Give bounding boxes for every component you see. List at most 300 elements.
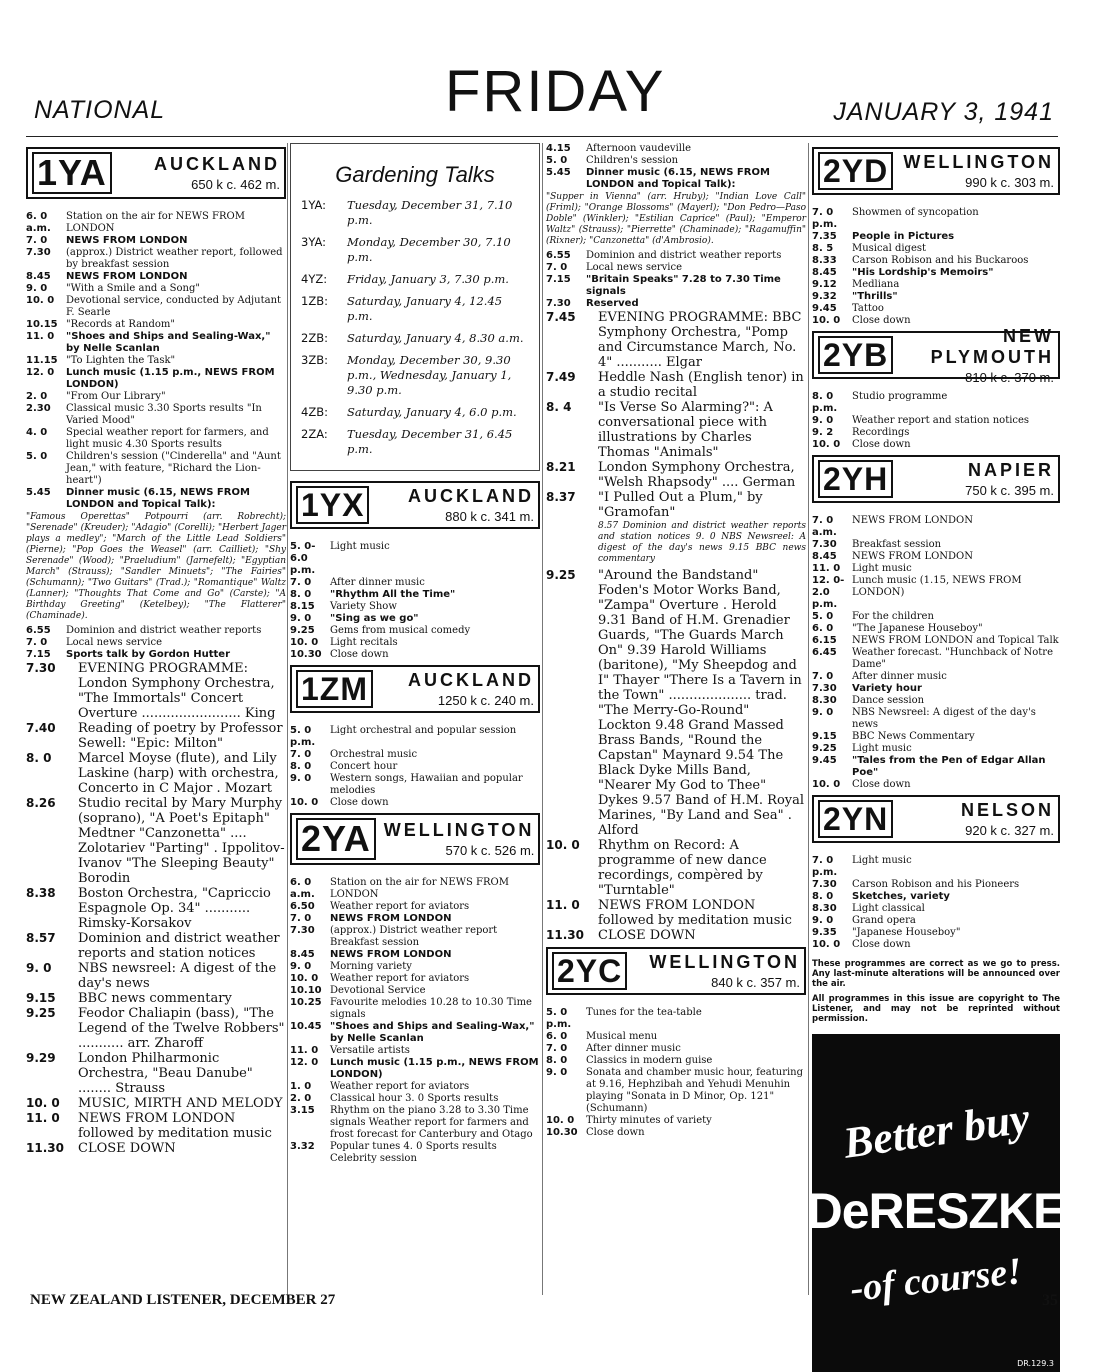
evening-programme [26, 661, 286, 1156]
entry-description: "Records at Random" [66, 319, 175, 330]
schedule-entry [26, 427, 286, 451]
station-frequency: 750 k c. 395 m. [965, 483, 1054, 498]
entry-time: 7. 0 [290, 749, 312, 760]
station-callsign: 2YD [818, 152, 893, 190]
schedule-entry [290, 625, 540, 637]
station-frequency: 840 k c. 357 m. [711, 975, 800, 990]
schedule-entry [812, 671, 1060, 683]
entry-time: 7.30 [26, 247, 51, 258]
gardening-time: Monday, December 30, 7.10 p.m. [347, 235, 511, 264]
entry-time: 9. 0 [812, 707, 834, 718]
schedule-entry [26, 1006, 286, 1051]
entry-time: 5. 0-6.0 p.m. [290, 541, 316, 576]
entry-description: "Shoes and Ships and Sealing-Wax," by Nelle Scanlan [330, 1021, 535, 1044]
schedule-list [812, 855, 1060, 951]
schedule-entry [546, 370, 806, 400]
entry-description: Carson Robison and his Buckaroos [852, 255, 1029, 266]
dinner-music-detail: "Famous Operettas" Potpourri (arr. Robrecht); "Serenade" (Kreuder); "Adagio" (Corelli); "Herbert Jager plays a medley"; "March of the Little Lead Soldiers" (Pierne); "Pop Goes the Weasel" (arr. Cailliet); "Shy Serenade" (Wood); "Praeludium" (Jarnefelt); "Egyptian March" (Strauss); "Sandler Minuets"; "The Fairies" (Schumann); "Two Guitars" (Trad.); "Romantique" Waltz (Lanner); "Thoughts That Come and Go" (Carste); "A Birthday Greeting" (Ketelbey); "The Flatterer" (Chaminade). [26, 512, 286, 621]
entry-description: Weather report for aviators [330, 901, 470, 912]
schedule-entry [812, 291, 1060, 303]
entry-time: 12. 0 [290, 1057, 319, 1068]
schedule-entry [812, 575, 1060, 611]
entry-description: Local news service [66, 637, 163, 648]
schedule-entry [812, 743, 1060, 755]
entry-time: 7. 0 [26, 637, 48, 648]
column-divider [287, 143, 288, 1295]
gardening-row [301, 405, 529, 420]
entry-time: 9.25 [290, 625, 315, 636]
gardening-station: 3YA: [301, 235, 326, 249]
date-label: JANUARY 3, 1941 [833, 98, 1054, 126]
schedule-entry [812, 635, 1060, 647]
entry-time: 9. 2 [812, 427, 834, 438]
station-frequency: 810 k c. 370 m. [965, 369, 1054, 385]
header-rule [26, 136, 1058, 137]
entry-time: 9.25 [812, 743, 837, 754]
day-title: FRIDAY [445, 59, 666, 124]
schedule-entry [290, 541, 540, 577]
entry-time: 10. 0 [290, 973, 319, 984]
entry-time: 7. 0 a.m. [812, 515, 837, 538]
entry-time: 5. 0 p.m. [546, 1007, 572, 1030]
entry-time: 7.15 [26, 649, 51, 660]
schedule-entry [812, 707, 1060, 731]
entry-description: EVENING PROGRAMME: London Symphony Orchestra, "The Immortals" Concert Overture ........................ King [78, 661, 276, 721]
schedule-entry [812, 255, 1060, 267]
entry-description: Orchestral music [330, 749, 418, 760]
entry-description: "I Pulled Out a Plum," by "Gramofan" [598, 490, 763, 520]
entry-time: 8. 0 [812, 891, 834, 902]
entry-description: "Shoes and Ships and Sealing-Wax," by Nelle Scanlan [66, 331, 271, 354]
schedule-entry [812, 915, 1060, 927]
schedule-list [26, 211, 286, 511]
entry-description: Classical music 3.30 Sports results "In Varied Mood" [66, 403, 262, 426]
column-2 [290, 143, 540, 1295]
entry-time: 8. 0 [26, 751, 52, 765]
entry-description: Children's session ("Cinderella" and "Aunt Jean," with feature, "Richard the Lion-heart") [66, 451, 281, 486]
gardening-row [301, 235, 529, 265]
schedule-entry [290, 901, 540, 913]
schedule-entry [26, 235, 286, 247]
schedule-entry [290, 1021, 540, 1045]
ad-code: DR.129.3 [1017, 1359, 1054, 1368]
entry-time: 12. 0-2.0 p.m. [812, 575, 845, 610]
column-4 [806, 143, 1066, 1368]
schedule-entry [812, 755, 1060, 779]
entry-description: NEWS FROM LONDON and Topical Talk [852, 635, 1059, 646]
entry-description: Sports talk by Gordon Hutter [66, 649, 231, 660]
schedule-entry [290, 1105, 540, 1141]
entry-description: CLOSE DOWN [78, 1141, 176, 1156]
entry-description: Breakfast session [852, 539, 942, 550]
schedule-entry [26, 355, 286, 367]
station-banner-2yb [812, 325, 1060, 385]
station-banner-2ya [290, 813, 540, 865]
schedule-entry [290, 773, 540, 797]
schedule-entry [812, 279, 1060, 291]
gardening-time: Friday, January 3, 7.30 p.m. [347, 272, 509, 286]
entry-time: 9.35 [812, 927, 837, 938]
entry-description: "The Japanese Houseboy" [852, 623, 983, 634]
schedule-entry [812, 939, 1060, 951]
schedule-entry [812, 427, 1060, 439]
entry-description: Devotional service, conducted by Adjutant F. Searle [66, 295, 282, 318]
schedule-entry [812, 243, 1060, 255]
entry-time: 9. 0 [26, 961, 52, 975]
schedule-entry [812, 623, 1060, 635]
schedule-entry [26, 637, 286, 649]
schedule-entry [290, 949, 540, 961]
entry-time: 10. 0 [812, 779, 841, 790]
entry-description: London Philharmonic Orchestra, "Beau Danube" ........ Strauss [78, 1051, 253, 1096]
entry-time: 7.30 [26, 661, 56, 675]
entry-description: "Japanese Houseboy" [852, 927, 961, 938]
entry-time: 2. 0 [290, 1093, 312, 1104]
entry-description: Grand opera [852, 915, 916, 926]
entry-time: 10.15 [26, 319, 58, 330]
entry-description: Heddle Nash (English tenor) in a studio recital [598, 370, 804, 400]
entry-time: 5.45 [26, 487, 51, 498]
station-banner-2yn [812, 795, 1060, 843]
station-banner-1zm [290, 665, 540, 713]
gardening-row [301, 294, 529, 324]
schedule-entry [26, 403, 286, 427]
entry-time: 9.12 [812, 279, 837, 290]
schedule-entry [812, 563, 1060, 575]
schedule-entry [290, 1081, 540, 1093]
schedule-list [546, 250, 806, 310]
column-divider [542, 143, 543, 1295]
schedule-entry [546, 490, 806, 520]
schedule-entry [812, 231, 1060, 243]
entry-time: 2. 0 [26, 391, 48, 402]
entry-time: 6.55 [546, 250, 571, 261]
entry-time: 10. 0 [812, 315, 841, 326]
station-name: AUCKLAND [154, 154, 280, 174]
schedule-entry [812, 439, 1060, 451]
entry-time: 10.25 [290, 997, 322, 1008]
gardening-station: 2ZB: [301, 331, 328, 345]
column-1yA [26, 143, 286, 1295]
entry-description: Concert hour [330, 761, 398, 772]
schedule-entry [26, 991, 286, 1006]
entry-time: 8. 0 [290, 589, 312, 600]
entry-time: 10. 0 [546, 1115, 575, 1126]
entry-time: 9.45 [812, 303, 837, 314]
schedule-entry [812, 303, 1060, 315]
schedule-list [546, 143, 806, 191]
schedule-entry [812, 611, 1060, 623]
entry-description: Sonata and chamber music hour, featuring at 9.16, Hephzibah and Yehudi Menuhin playing "Sonata in D Minor, Op. 121" (Schumann) [586, 1067, 804, 1114]
entry-time: 11.15 [26, 355, 58, 366]
entry-description: "Rhythm All the Time" [330, 589, 456, 600]
station-callsign: 1ZM [296, 670, 373, 708]
schedule-entry [26, 625, 286, 637]
entry-time: 10.10 [290, 985, 322, 996]
station-name: AUCKLAND [408, 486, 534, 506]
entry-time: 10.30 [546, 1127, 578, 1138]
schedule-entry [26, 271, 286, 283]
entry-time: 11. 0 [546, 898, 580, 912]
column-divider [808, 143, 809, 1295]
entry-description: Devotional Service [330, 985, 426, 996]
entry-description: Light orchestral and popular session [330, 725, 517, 736]
entry-time: 9.29 [26, 1051, 56, 1065]
entry-time: 5. 0 [546, 155, 568, 166]
schedule-entry [812, 415, 1060, 427]
entry-description: Dinner music (6.15, NEWS FROM LONDON and Topical Talk): [66, 487, 250, 510]
gardening-time: Tuesday, December 31, 6.45 p.m. [347, 427, 513, 456]
entry-description: After dinner music [330, 577, 425, 588]
entry-description: Station on the air for NEWS FROM LONDON [66, 211, 245, 234]
entry-description: Close down [330, 649, 389, 660]
entry-time: 6. 0 a.m. [26, 211, 51, 234]
entry-time: 9.25 [26, 1006, 56, 1020]
entry-description: Light classical [852, 903, 925, 914]
entry-description: Light recitals [330, 637, 398, 648]
schedule-entry [290, 761, 540, 773]
schedule-entry [546, 250, 806, 262]
entry-description: NEWS FROM LONDON [330, 913, 452, 924]
entry-description: NEWS FROM LONDON [330, 949, 452, 960]
entry-description: Thirty minutes of variety [586, 1115, 712, 1126]
entry-time: 8.30 [812, 695, 837, 706]
entry-time: 6.55 [26, 625, 51, 636]
entry-description: Dinner music (6.15, NEWS FROM LONDON and Topical Talk): [586, 167, 770, 190]
entry-time: 7. 0 [812, 671, 834, 682]
alterations-note: These programmes are correct as we go to press. Any last-minute alterations will be announced over the air. [812, 959, 1060, 989]
schedule-entry [290, 985, 540, 997]
entry-description: Afternoon vaudeville [586, 143, 692, 154]
entry-description: MUSIC, MIRTH AND MELODY [78, 1096, 283, 1111]
schedule-entry [290, 973, 540, 985]
entry-time: 11.30 [546, 928, 584, 942]
entry-time: 9.25 [546, 568, 576, 582]
station-name: WELLINGTON [649, 952, 800, 972]
entry-description: "Sing as we go" [330, 613, 419, 624]
schedule-entry [546, 898, 806, 928]
entry-time: 8. 0 p.m. [812, 391, 838, 414]
gardening-row [301, 331, 529, 346]
entry-time: 7.40 [26, 721, 56, 735]
entry-time: 4. 0 [26, 427, 48, 438]
schedule-entry [26, 487, 286, 511]
entry-time: 10. 0 [290, 637, 319, 648]
entry-time: 8.37 [546, 490, 576, 504]
entry-description: Light music [852, 855, 912, 866]
entry-time: 8.38 [26, 886, 56, 900]
entry-time: 8.45 [26, 271, 51, 282]
entry-time: 8.15 [290, 601, 315, 612]
entry-description: Popular tunes 4. 0 Sports results Celebrity session [330, 1141, 497, 1164]
entry-time: 7.30 [546, 298, 571, 309]
entry-description: After dinner music [852, 671, 947, 682]
entry-time: 10. 0 [546, 838, 580, 852]
station-banner-2yc [546, 947, 806, 995]
schedule-entry [26, 886, 286, 931]
evening-programme [546, 568, 806, 943]
schedule-entry [26, 391, 286, 403]
entry-description: Medliana [852, 279, 900, 290]
entry-time: 7. 0 p.m. [812, 855, 838, 878]
entry-description: Lunch music (1.15, NEWS FROM LONDON) [852, 575, 1022, 598]
station-banner-2yd [812, 147, 1060, 195]
schedule-entry [812, 891, 1060, 903]
entry-description: Special weather report for farmers, and light music 4.30 Sports results [66, 427, 269, 450]
schedule-entry [812, 647, 1060, 671]
entry-description: EVENING PROGRAMME: BBC Symphony Orchestra, "Pomp and Circumstance March, No. 4" ........... Elgar [598, 310, 802, 370]
schedule-entry [546, 298, 806, 310]
gardening-row [301, 198, 529, 228]
entry-description: Weather report for aviators [330, 1081, 470, 1092]
schedule-entry [290, 1045, 540, 1057]
schedule-entry [546, 460, 806, 490]
publication-footer: NEW ZEALAND LISTENER, DECEMBER 27 [30, 1292, 336, 1308]
entry-time: 7. 0 [290, 913, 312, 924]
entry-time: 10. 0 [812, 439, 841, 450]
schedule-entry [290, 1141, 540, 1165]
entry-time: 8.45 [290, 949, 315, 960]
entry-description: NBS newsreel: A digest of the day's news [78, 961, 277, 991]
entry-description: NEWS FROM LONDON [66, 271, 188, 282]
entry-time: 6.45 [812, 647, 837, 658]
schedule-entry [290, 649, 540, 661]
gardening-talks-box [290, 143, 540, 471]
schedule-entry [812, 267, 1060, 279]
entry-time: 10. 0 [290, 797, 319, 808]
schedule-entry [812, 515, 1060, 539]
station-frequency: 1250 k c. 240 m. [437, 693, 534, 708]
gardening-rows [301, 198, 529, 457]
entry-time: 9. 0 [546, 1067, 568, 1078]
entry-description: Close down [330, 797, 389, 808]
dereszke-advertisement [806, 1034, 1066, 1372]
gardening-time: Saturday, January 4, 8.30 a.m. [347, 331, 524, 345]
column-3 [546, 143, 806, 1295]
entry-time: 9.45 [812, 755, 837, 766]
schedule-entry [546, 838, 806, 898]
entry-time: 9. 0 [26, 283, 48, 294]
schedule-entry [26, 1096, 286, 1111]
schedule-list [290, 725, 540, 809]
schedule-entry [26, 796, 286, 886]
entry-description: Feodor Chaliapin (bass), "The Legend of the Twelve Robbers" ........... arr. Zharoff [78, 1006, 285, 1051]
schedule-entry [546, 400, 806, 460]
schedule-entry [812, 879, 1060, 891]
entry-time: 5. 0 [26, 451, 48, 462]
gardening-station: 4YZ: [301, 272, 328, 286]
schedule-entry [290, 749, 540, 761]
gardening-station: 3ZB: [301, 353, 328, 367]
entry-description: Rhythm on Record: A programme of new dance recordings, compèred by "Turntable" [598, 838, 767, 898]
schedule-entry [812, 551, 1060, 563]
entry-description: NEWS FROM LONDON [66, 235, 188, 246]
schedule-entry [812, 903, 1060, 915]
entry-description: Station on the air for NEWS FROM LONDON [330, 877, 509, 900]
entry-description: Reading of poetry by Professor Sewell: "Epic: Milton" [78, 721, 283, 751]
entry-description: Marcel Moyse (flute), and Lily Laskine (harp) with orchestra, Concerto in C Major . Mozart [78, 751, 279, 796]
schedule-entry [812, 391, 1060, 415]
entry-description: Lunch music (1.15 p.m., NEWS FROM LONDON) [330, 1057, 539, 1080]
entry-description: NEWS FROM LONDON [852, 515, 973, 526]
entry-time: 3.15 [290, 1105, 315, 1116]
entry-time: 10. 0 [812, 939, 841, 950]
entry-time: 7.30 [812, 879, 837, 890]
schedule-entry [290, 637, 540, 649]
entry-time: 11. 0 [812, 563, 841, 574]
entry-description: Light music [852, 743, 912, 754]
entry-time: 8.30 [812, 903, 837, 914]
entry-description: Close down [852, 315, 911, 326]
station-frequency: 650 k c. 462 m. [191, 177, 280, 192]
entry-description: Classics in modern guise [586, 1055, 713, 1066]
entry-description: Variety Show [330, 601, 397, 612]
entry-time: 8.45 [812, 551, 837, 562]
schedule-entry [812, 695, 1060, 707]
schedule-entry [26, 751, 286, 796]
schedule-entry [546, 568, 806, 838]
station-callsign: 2YH [818, 460, 893, 498]
entry-time: 10.45 [290, 1021, 322, 1032]
gardening-time: Saturday, January 4, 6.0 p.m. [347, 405, 517, 419]
entry-description: Tunes for the tea-table [586, 1007, 702, 1018]
station-callsign: 2YC [552, 952, 627, 990]
schedule-entry [290, 577, 540, 589]
copyright-note: All programmes in this issue are copyright to The Listener, and may not be reprinted without permission. [812, 994, 1060, 1024]
entry-description: London Symphony Orchestra, "Welsh Rhapsody" .... German [598, 460, 796, 490]
entry-description: Weather forecast. "Hunchback of Notre Dame" [852, 647, 1054, 670]
entry-description: Dominion and district weather reports [586, 250, 782, 261]
schedule-entry [290, 601, 540, 613]
entry-description: Western songs, Hawaiian and popular melodies [330, 773, 523, 796]
schedule-entry [290, 925, 540, 949]
gardening-time: Tuesday, December 31, 7.10 p.m. [347, 198, 513, 227]
schedule-entry [26, 331, 286, 355]
schedule-entry [546, 1043, 806, 1055]
schedule-entry [26, 295, 286, 319]
entry-time: 10. 0 [26, 1096, 60, 1110]
schedule-entry [26, 451, 286, 487]
entry-description: Close down [852, 439, 911, 450]
schedule-entry [546, 1055, 806, 1067]
gardening-station: 2ZA: [301, 427, 328, 441]
gardening-station: 1ZB: [301, 294, 328, 308]
station-name: NELSON [960, 800, 1054, 820]
entry-time: 9.15 [812, 731, 837, 742]
entry-time: 10.30 [290, 649, 322, 660]
entry-description: "From Our Library" [66, 391, 166, 402]
schedule-entry [546, 143, 806, 155]
ad-line-1: Better buy [840, 1092, 1032, 1168]
gardening-station: 1YA: [301, 198, 326, 212]
entry-time: 8.21 [546, 460, 576, 474]
entry-time: 7. 0 [546, 262, 568, 273]
entry-time: 9. 0 [290, 961, 312, 972]
schedule-entry [26, 1111, 286, 1141]
entry-description: After dinner music [586, 1043, 681, 1054]
station-name: NAPIER [967, 460, 1054, 480]
schedule-entry [26, 211, 286, 235]
schedule-entry [290, 725, 540, 749]
station-frequency: 880 k c. 341 m. [445, 509, 534, 524]
schedule-list [290, 541, 540, 661]
gardening-row [301, 427, 529, 457]
entry-description: NEWS FROM LONDON [852, 551, 973, 562]
entry-description: Reserved [586, 298, 639, 309]
schedule-entry [290, 997, 540, 1021]
entry-time: 2.30 [26, 403, 51, 414]
schedule-entry [290, 913, 540, 925]
